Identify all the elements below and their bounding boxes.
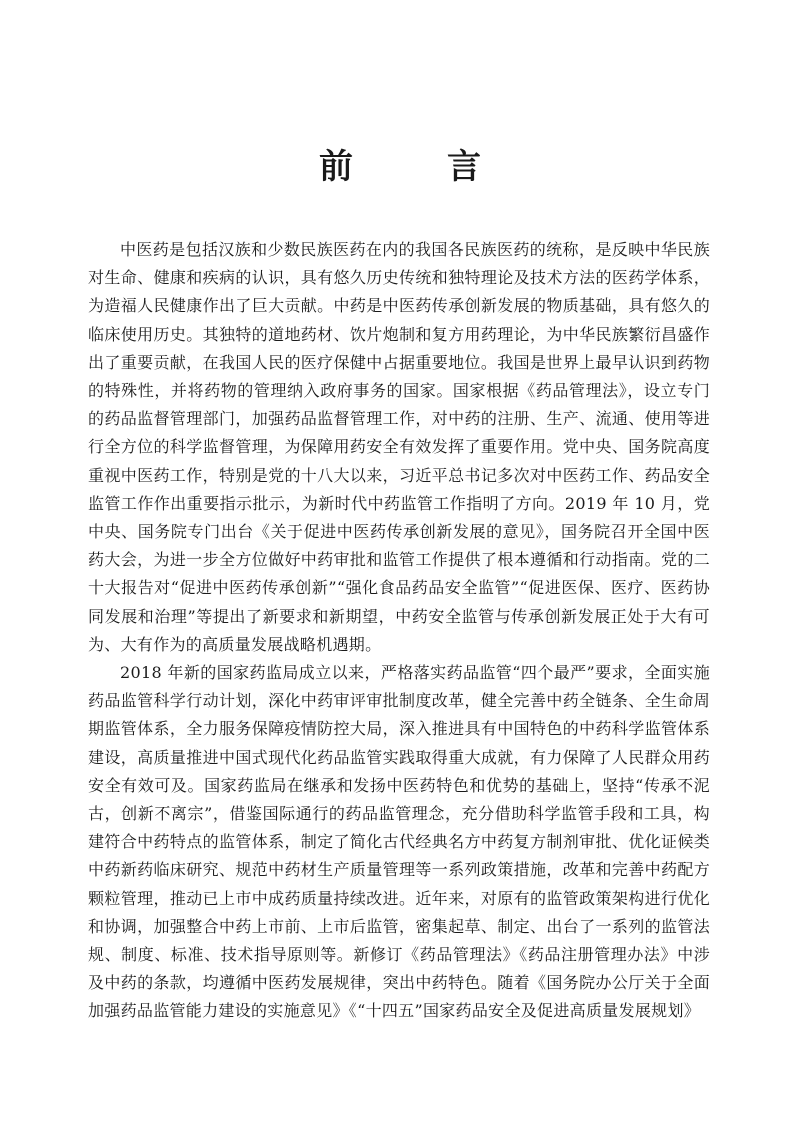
- page-title: 前 言: [319, 147, 511, 187]
- paragraph-2: 2018 年新的国家药监局成立以来，严格落实药品监管“四个最严”要求，全面实施药品监管科学行动计划，深化中药审评审批制度改革，健全完善中药全链条、全生命周期监管体系，全力服务保障疫情防控大局，深入推进具有中国特色的中药科学监管体系建设，高质量推进中国式现代化药品监管实践取得重大成就，有力保障了人民群众用药安全有效可及。国家药监局在继承和发扬中医药特色和优势的基础上，坚持“传承不泥古，创新不离宗”，借鉴国际通行的药品监管理念，充分借助科学监管手段和工具，构建符合中药特点的监管体系，制定了简化古代经典名方中药复方制剂审批、优化证候类中药新药临床研究、规范中药材生产质量管理等一系列政策措施，改革和完善中药配方颗粒管理，推动已上市中成药质量持续改进。近年来，对原有的监管政策架构进行优化和协调，加强整合中药上市前、上市后监管，密集起草、制定、出台了一系列的监管法规、制度、标准、技术指导原则等。新修订《药品管理法》《药品注册管理办法》中涉及中药的条款，均遵循中医药发展规律，突出中药特色。随着《国务院办公厅关于全面加强药品监管能力建设的实施意见》《“十四五”国家药品安全及促进高质量发展规划》: [88, 663, 710, 1021]
- body-text: [88, 236, 710, 1026]
- paragraph-1: 中医药是包括汉族和少数民族医药在内的我国各民族医药的统称，是反映中华民族对生命、健康和疾病的认识，具有悠久历史传统和独特理论及技术方法的医药学体系，为造福人民健康作出了巨大贡献。中药是中医药传承创新发展的物质基础，具有悠久的临床使用历史。其独特的道地药材、饮片炮制和复方用药理论，为中华民族繁衍昌盛作出了重要贡献，在我国人民的医疗保健中占据重要地位。我国是世界上最早认识到药物的特殊性，并将药物的管理纳入政府事务的国家。国家根据《药品管理法》，设立专门的药品监督管理部门，加强药品监督管理工作，对中药的注册、生产、流通、使用等进行全方位的科学监督管理，为保障用药安全有效发挥了重要作用。党中央、国务院高度重视中医药工作，特别是党的十八大以来，习近平总书记多次对中医药工作、药品安全监管工作作出重要指示批示，为新时代中药监管工作指明了方向。2019 年 10 月，党中央、国务院专门出台《关于促进中医药传承创新发展的意见》，国务院召开全国中医药大会，为进一步全方位做好中药审批和监管工作提供了根本遵循和行动指南。党的二十大报告对“促进中医药传承创新”“强化食品药品安全监管”“促进医保、医疗、医药协同发展和治理”等提出了新要求和新期望，中药安全监管与传承创新发展正处于大有可为、大有作为的高质量发展战略机遇期。: [88, 240, 710, 654]
